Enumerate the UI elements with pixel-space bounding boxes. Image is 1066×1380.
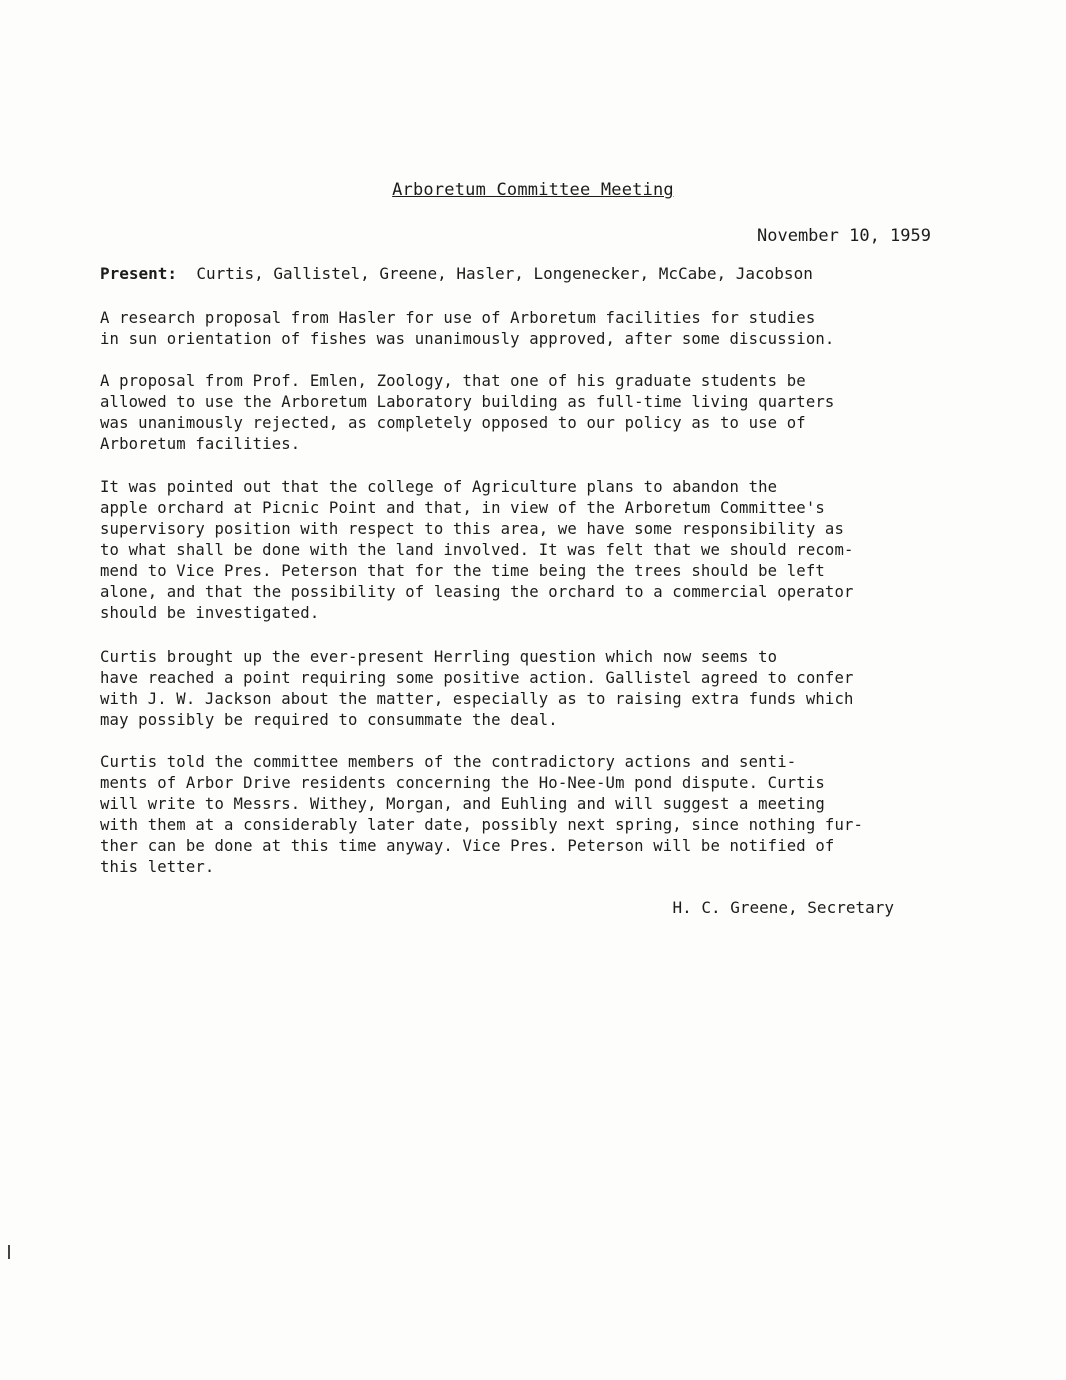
margin-mark xyxy=(8,1245,10,1259)
paragraph-emlen-proposal: A proposal from Prof. Emlen, Zoology, that one of his graduate students be allowed to use the Arboretum Laboratory building as full-time living quarters was unanimously rejected, as completely opposed to our policy as to use of Arboretum facilities. xyxy=(100,372,835,453)
paragraph-herrling-question: Curtis brought up the ever-present Herrling question which now seems to have reached a point requiring some positive action. Gallistel agreed to confer with J. W. Jackson about the matter, especially as to raising extra funds which may possibly be required to consummate the deal. xyxy=(100,648,854,729)
document-title: Arboretum Committee Meeting xyxy=(392,180,674,200)
signature-line: H. C. Greene, Secretary xyxy=(672,898,894,917)
paragraph-pond-dispute: Curtis told the committee members of the contradictory actions and senti- ments of Arbor Drive residents concerning the Ho-Nee-Um pond dispute. Curtis will write to Messrs. Withey, Morgan, and Euhling and will suggest a meeting with them at a considerably later date, possibly next spring, since nothing fur- ther can be done at this time anyway. Vice Pres. Peterson will be notified of this letter. xyxy=(100,753,864,876)
meeting-date: November 10, 1959 xyxy=(757,226,931,246)
paragraph-orchard: It was pointed out that the college of Agriculture plans to abandon the apple orchard at Picnic Point and that, in view of the Arboretum Committee's supervisory position with respect to this area, we have some responsibility as to what shall be done with the land involved. It was felt that we should recom- mend to Vice Pres. Peterson that for the time being the trees should be left alone, and that the possibility of leasing the orchard to a commercial operator should be investigated. xyxy=(100,478,854,622)
attendees-label: Present: xyxy=(100,264,178,283)
attendees-line xyxy=(100,264,813,283)
attendees-names: Curtis, Gallistel, Greene, Hasler, Longenecker, McCabe, Jacobson xyxy=(196,264,813,283)
paragraph-hasler-proposal: A research proposal from Hasler for use of Arboretum facilities for studies in sun orientation of fishes was unanimously approved, after some discussion. xyxy=(100,309,835,348)
